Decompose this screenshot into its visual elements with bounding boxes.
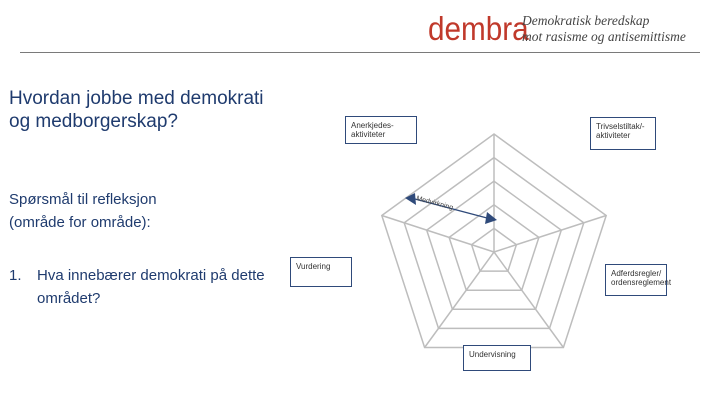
label-box-top-left: Anerkjedes-aktiviteter (345, 116, 417, 144)
subtitle-line-1: Spørsmål til refleksjon (9, 191, 157, 208)
arrow (405, 193, 497, 224)
question-number: 1. (9, 267, 22, 284)
pentagon-spokes (382, 134, 606, 348)
label-box-right: Adferdsregler/ ordensreglement (605, 264, 667, 296)
pentagon-spoke (494, 216, 606, 253)
logo-tagline-line-2: mot rasisme og antisemittisme (522, 29, 686, 44)
pentagon-spoke (382, 216, 494, 253)
slide-title: Hvordan jobbe med demokrati og medborgerskap? (9, 88, 264, 132)
label-box-left: Vurdering (290, 257, 352, 287)
logo-word: dembra (428, 10, 529, 47)
label-box-bottom: Undervisning (463, 345, 531, 371)
question-text: Hva innebærer demokrati på dette området? (37, 267, 265, 307)
logo-tagline-line-1: Demokratisk beredskap (522, 13, 650, 28)
label-box-top-right: Trivselstiltak/-aktiviteter (590, 117, 656, 150)
subtitle-line-2: (område for område): (9, 214, 151, 231)
arrow-head (485, 212, 497, 224)
arrow-label: Medvirkning (415, 195, 454, 212)
